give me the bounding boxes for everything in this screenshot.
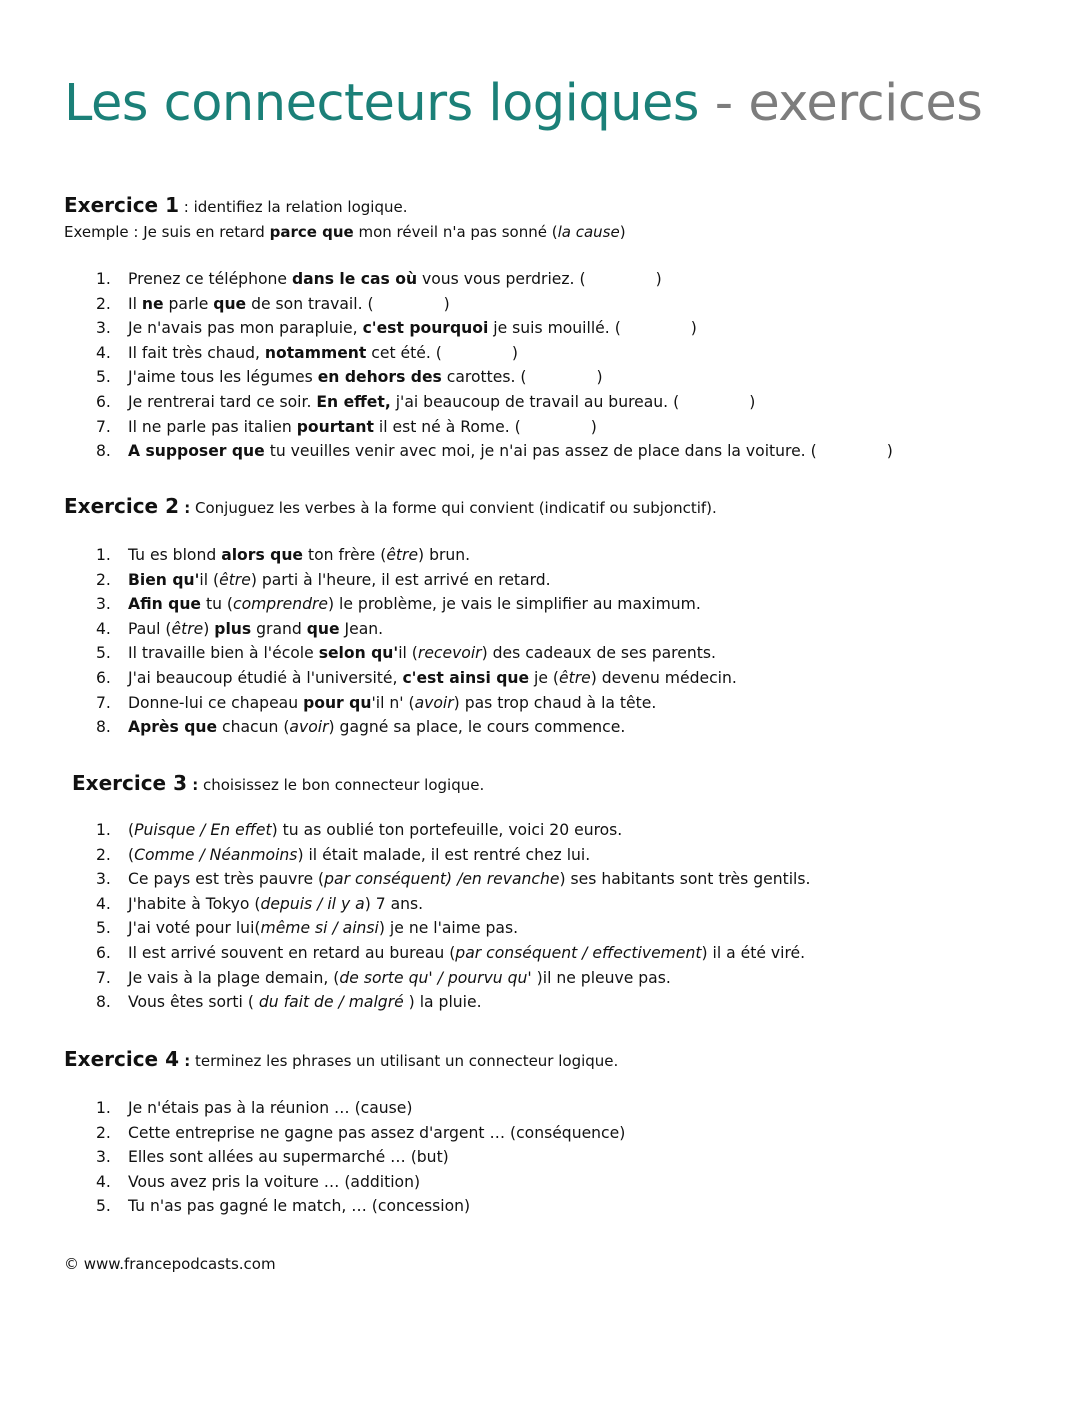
item-text: parle bbox=[163, 294, 214, 313]
item-text: Je vais à la plage demain, ( bbox=[128, 968, 340, 987]
item-text: ) je ne l'aime pas. bbox=[378, 919, 519, 938]
hint-text: être bbox=[559, 668, 591, 687]
connector-text: notamment bbox=[264, 343, 367, 362]
exercise-4-list bbox=[64, 1096, 1044, 1219]
connector-text: que bbox=[306, 619, 340, 638]
exercise-4-heading bbox=[64, 1047, 1044, 1074]
item-text: ) bbox=[690, 319, 697, 338]
exercise-3-body bbox=[64, 818, 1044, 1015]
connector-text: pour qu bbox=[303, 693, 372, 712]
item-number: 6. bbox=[96, 392, 111, 411]
item-text: ) devenu médecin. bbox=[590, 668, 737, 687]
item-number: 4. bbox=[96, 343, 111, 362]
connector-text: c'est ainsi que bbox=[402, 668, 530, 687]
item-text: je ( bbox=[529, 668, 559, 687]
item-text: ) tu as oublié ton portefeuille, voici 20 euros. bbox=[271, 821, 623, 839]
item-number: 7. bbox=[96, 417, 111, 436]
item-text: ) pas trop chaud à la tête. bbox=[453, 693, 657, 712]
connector-text: selon qu' bbox=[318, 644, 399, 663]
exercise-3-separator: : bbox=[187, 776, 199, 794]
hint-text: du fait de / malgré bbox=[258, 993, 404, 1012]
item-text: il est né à Rome. ( bbox=[373, 417, 521, 436]
item-text: j'ai beaucoup de travail au bureau. ( bbox=[390, 392, 680, 411]
item-text: ( bbox=[128, 821, 135, 839]
item-text: ) des cadeaux de ses parents. bbox=[481, 644, 716, 663]
hint-text: recevoir bbox=[417, 644, 482, 663]
connector-text: c'est pourquoi bbox=[362, 319, 489, 338]
item-number: 7. bbox=[96, 693, 111, 712]
item-text: ) la pluie. bbox=[403, 993, 482, 1012]
item-text: Je n'avais pas mon parapluie, bbox=[128, 319, 363, 338]
exercise-4 bbox=[64, 1047, 1044, 1219]
copyright-footer: © www.francepodcasts.com bbox=[64, 1255, 276, 1273]
item-text: ) gagné sa place, le cours commence. bbox=[328, 718, 626, 737]
item-text: Vous êtes sorti ( bbox=[128, 993, 259, 1012]
item-number: 3. bbox=[96, 1148, 111, 1167]
example-text: Exemple : Je suis en retard bbox=[64, 223, 270, 241]
list-item bbox=[64, 390, 1044, 415]
item-number: 1. bbox=[96, 1099, 111, 1117]
item-text: J'ai beaucoup étudié à l'université, bbox=[128, 668, 403, 687]
list-item bbox=[64, 1096, 1044, 1121]
item-number: 8. bbox=[96, 993, 111, 1012]
item-number: 6. bbox=[96, 943, 111, 962]
list-item bbox=[64, 439, 1044, 464]
item-text: ) bbox=[203, 619, 215, 638]
item-number: 4. bbox=[96, 619, 111, 638]
item-text: Donne-lui ce chapeau bbox=[128, 693, 304, 712]
list-item bbox=[64, 892, 1044, 917]
list-item bbox=[64, 543, 1044, 568]
list-item bbox=[64, 641, 1044, 666]
item-number: 4. bbox=[96, 894, 111, 913]
list-item bbox=[64, 415, 1044, 440]
item-number: 2. bbox=[96, 1123, 111, 1142]
exercise-1-instruction: : identifiez la relation logique. bbox=[179, 198, 408, 216]
list-item bbox=[64, 715, 1044, 740]
title-sub: exercices bbox=[748, 74, 983, 133]
item-text: ( bbox=[128, 845, 135, 864]
exercise-1-heading bbox=[64, 193, 1044, 220]
list-item bbox=[64, 341, 1044, 366]
list-item bbox=[64, 867, 1044, 892]
item-text: 'il n' ( bbox=[371, 693, 415, 712]
item-text: ) il a été viré. bbox=[701, 943, 806, 962]
item-text: tu veuilles venir avec moi, je n'ai pas assez de place dans la voiture. ( bbox=[264, 442, 817, 461]
connector-text: ne bbox=[141, 294, 164, 313]
connector-text: Après que bbox=[128, 718, 218, 737]
item-number: 6. bbox=[96, 668, 111, 687]
item-number: 8. bbox=[96, 442, 111, 461]
item-text: ) bbox=[511, 343, 518, 362]
item-text: ) le problème, je vais le simplifier au maximum. bbox=[328, 595, 701, 614]
list-item bbox=[64, 316, 1044, 341]
item-number: 8. bbox=[96, 718, 111, 737]
hint-text: de sorte qu' / pourvu qu' bbox=[339, 968, 532, 987]
exercise-4-label: Exercice 4 bbox=[64, 1047, 179, 1071]
list-item bbox=[64, 941, 1044, 966]
hint-text: être bbox=[219, 570, 251, 589]
item-text: vous vous perdriez. ( bbox=[417, 270, 586, 288]
item-text: Tu es blond bbox=[128, 546, 222, 564]
item-text: cet été. ( bbox=[366, 343, 442, 362]
item-number: 5. bbox=[96, 1197, 111, 1216]
list-item bbox=[64, 818, 1044, 843]
item-text: ) bbox=[655, 270, 662, 288]
connector-text: que bbox=[213, 294, 247, 313]
hint-text: depuis / il y a bbox=[260, 894, 365, 913]
hint-text: par conséquent) /en revanche bbox=[324, 870, 560, 889]
connector-text: plus bbox=[214, 619, 252, 638]
item-text: ) parti à l'heure, il est arrivé en retard. bbox=[250, 570, 551, 589]
example-connector: parce que bbox=[269, 223, 354, 241]
item-text: il ( bbox=[398, 644, 418, 663]
connector-text: dans le cas où bbox=[291, 270, 418, 288]
item-text: Il est arrivé souvent en retard au bureau ( bbox=[128, 943, 456, 962]
exercise-2-separator: : bbox=[179, 499, 191, 517]
exercise-1-label: Exercice 1 bbox=[64, 193, 179, 217]
list-item bbox=[64, 292, 1044, 317]
item-text: Je rentrerai tard ce soir. bbox=[128, 392, 317, 411]
item-text: Vous avez pris la voiture … (addition) bbox=[128, 1172, 421, 1191]
example-text: ) bbox=[619, 223, 626, 241]
item-text: Tu n'as pas gagné le match, … (concession) bbox=[128, 1197, 471, 1216]
exercise-2-list bbox=[64, 543, 1044, 740]
list-item bbox=[64, 691, 1044, 716]
item-text: ) bbox=[596, 368, 603, 387]
connector-text: A supposer que bbox=[128, 442, 265, 461]
item-text: Il fait très chaud, bbox=[128, 343, 265, 362]
exercise-3-heading bbox=[72, 771, 1052, 798]
exercise-2-label: Exercice 2 bbox=[64, 494, 179, 518]
connector-text: En effet, bbox=[316, 392, 391, 411]
item-text: tu ( bbox=[201, 595, 233, 614]
item-number: 3. bbox=[96, 870, 111, 889]
item-number: 1. bbox=[96, 546, 111, 564]
connector-text: en dehors des bbox=[317, 368, 442, 387]
list-item bbox=[64, 843, 1044, 868]
item-text: Cette entreprise ne gagne pas assez d'argent … (conséquence) bbox=[128, 1123, 626, 1142]
item-text: ) 7 ans. bbox=[364, 894, 424, 913]
item-text: chacun ( bbox=[217, 718, 290, 737]
item-text: de son travail. ( bbox=[246, 294, 374, 313]
exercise-3-instruction: choisissez le bon connecteur logique. bbox=[198, 776, 485, 794]
item-text: J'aime tous les légumes bbox=[128, 368, 318, 387]
item-number: 1. bbox=[96, 270, 111, 288]
item-text: je suis mouillé. ( bbox=[488, 319, 621, 338]
list-item bbox=[64, 966, 1044, 991]
connector-text: pourtant bbox=[296, 417, 374, 436]
exercise-1 bbox=[64, 193, 1044, 464]
page-title bbox=[64, 72, 982, 136]
exercise-1-example bbox=[64, 220, 1044, 245]
item-text: Jean. bbox=[339, 619, 384, 638]
list-item bbox=[64, 990, 1044, 1015]
item-number: 2. bbox=[96, 570, 111, 589]
item-text: )il ne pleuve pas. bbox=[531, 968, 671, 987]
exercise-3-label: Exercice 3 bbox=[72, 771, 187, 795]
item-text: ) bbox=[749, 392, 756, 411]
list-item bbox=[64, 1145, 1044, 1170]
list-item bbox=[64, 617, 1044, 642]
hint-text: même si / ainsi bbox=[260, 919, 379, 938]
item-text: Il bbox=[128, 294, 142, 313]
item-number: 5. bbox=[96, 919, 111, 938]
hint-text: être bbox=[386, 546, 419, 564]
item-text: il ( bbox=[199, 570, 220, 589]
exercise-3 bbox=[72, 771, 1052, 798]
item-text: ) il était malade, il est rentré chez lui. bbox=[297, 845, 591, 864]
list-item bbox=[64, 1170, 1044, 1195]
hint-text: Puisque / En effet bbox=[134, 821, 272, 839]
item-number: 5. bbox=[96, 644, 111, 663]
item-number: 2. bbox=[96, 845, 111, 864]
list-item bbox=[64, 365, 1044, 390]
exercise-4-separator: : bbox=[179, 1052, 191, 1070]
item-number: 5. bbox=[96, 368, 111, 387]
exercise-2 bbox=[64, 494, 1044, 740]
list-item bbox=[64, 1194, 1044, 1219]
title-main: Les connecteurs logiques bbox=[64, 74, 699, 133]
item-number: 1. bbox=[96, 821, 111, 839]
item-text: ) bbox=[590, 417, 597, 436]
exercise-2-instruction: Conjuguez les verbes à la forme qui convient (indicatif ou subjonctif). bbox=[190, 499, 717, 517]
item-number: 7. bbox=[96, 968, 111, 987]
title-separator: - bbox=[699, 74, 749, 133]
list-item bbox=[64, 592, 1044, 617]
item-text: J'habite à Tokyo ( bbox=[128, 894, 261, 913]
item-number: 3. bbox=[96, 319, 111, 338]
exercise-1-list bbox=[64, 267, 1044, 464]
connector-text: Afin que bbox=[128, 595, 201, 614]
item-number: 4. bbox=[96, 1172, 111, 1191]
item-text: Paul ( bbox=[128, 619, 172, 638]
item-text: ton frère ( bbox=[303, 546, 387, 564]
list-item bbox=[64, 267, 1044, 292]
item-text: ) brun. bbox=[418, 546, 471, 564]
hint-text: avoir bbox=[414, 693, 454, 712]
item-text: Il ne parle pas italien bbox=[128, 417, 297, 436]
example-relation: la cause bbox=[557, 223, 620, 241]
item-text: Elles sont allées au supermarché … (but) bbox=[128, 1148, 449, 1167]
list-item bbox=[64, 1121, 1044, 1146]
item-text: J'ai voté pour lui( bbox=[128, 919, 261, 938]
item-text: Prenez ce téléphone bbox=[128, 270, 292, 288]
exercise-3-list bbox=[64, 818, 1044, 1015]
list-item bbox=[64, 568, 1044, 593]
exercise-2-heading bbox=[64, 494, 1044, 521]
item-text: ) bbox=[886, 442, 893, 461]
item-text: Il travaille bien à l'école bbox=[128, 644, 319, 663]
hint-text: être bbox=[171, 619, 204, 638]
connector-text: Bien qu' bbox=[128, 570, 200, 589]
item-number: 2. bbox=[96, 294, 111, 313]
connector-text: alors que bbox=[221, 546, 304, 564]
hint-text: comprendre bbox=[233, 595, 328, 614]
item-text: ) bbox=[443, 294, 450, 313]
item-text: Ce pays est très pauvre ( bbox=[128, 870, 325, 889]
hint-text: par conséquent / effectivement bbox=[455, 943, 702, 962]
item-text: ) ses habitants sont très gentils. bbox=[559, 870, 811, 889]
hint-text: avoir bbox=[289, 718, 329, 737]
list-item bbox=[64, 666, 1044, 691]
example-text: mon réveil n'a pas sonné ( bbox=[353, 223, 558, 241]
hint-text: Comme / Néanmoins bbox=[134, 845, 298, 864]
item-text: Je n'étais pas à la réunion … (cause) bbox=[128, 1099, 413, 1117]
item-text: grand bbox=[251, 619, 307, 638]
list-item bbox=[64, 916, 1044, 941]
item-number: 3. bbox=[96, 595, 111, 614]
item-text: carottes. ( bbox=[441, 368, 527, 387]
exercise-4-instruction: terminez les phrases un utilisant un connecteur logique. bbox=[190, 1052, 619, 1070]
